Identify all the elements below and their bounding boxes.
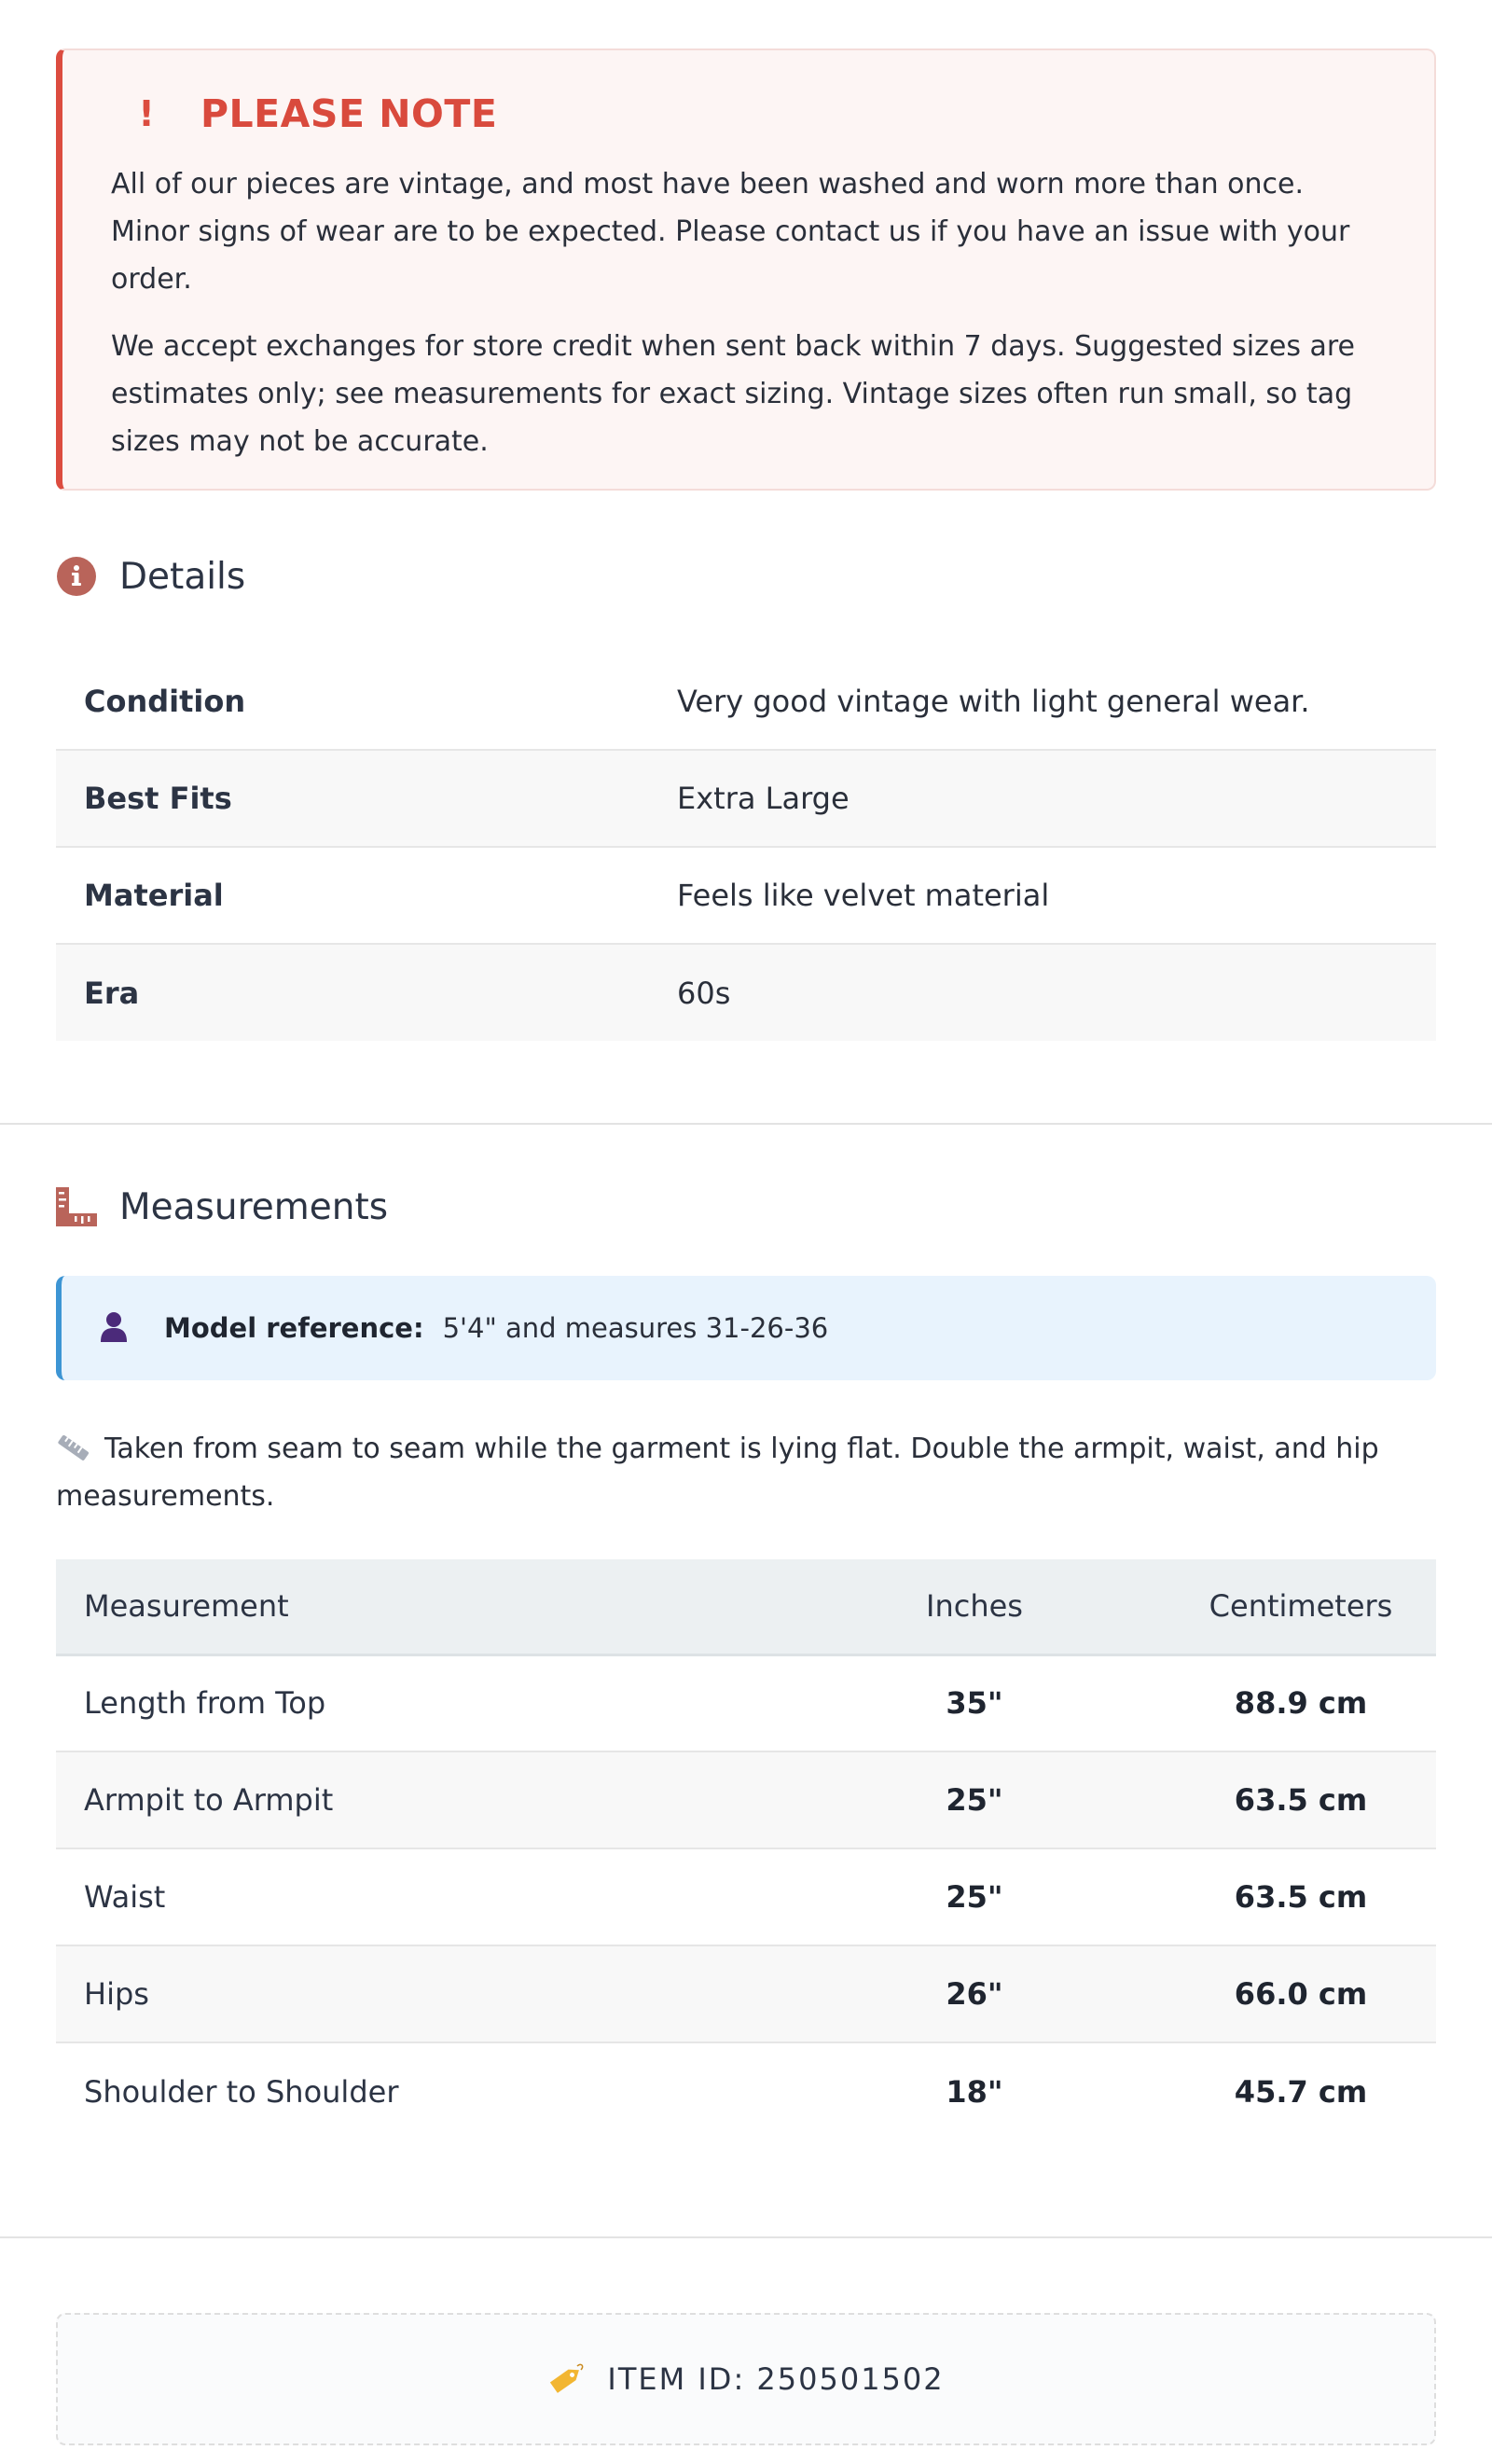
measurement-cm: 45.7 cm [1234,2073,1368,2110]
measurement-inches: 18" [946,2073,1003,2110]
measurement-inches: 26" [946,1976,1003,2012]
table-row [56,1654,1436,1751]
detail-label: Era [84,975,140,1011]
detail-value: Feels like velvet material [677,878,1050,913]
table-row [56,1848,1436,1945]
model-reference-text: 5'4" and measures 31-26-36 [442,1312,829,1344]
measurement-cm: 66.0 cm [1234,1976,1368,2012]
details-section [56,548,1436,1041]
detail-label: Condition [84,683,246,719]
table-header-row [56,1559,1436,1654]
tag-icon [547,2360,585,2398]
detail-label: Material [84,878,224,913]
detail-label: Best Fits [84,781,232,816]
details-header [56,548,1436,604]
person-icon [99,1310,132,1346]
note-header [111,88,1386,140]
measurement-name: Hips [84,1976,149,2012]
measurements-title: Measurements [119,1185,389,1228]
section-divider [0,2236,1492,2238]
measurement-name: Waist [84,1879,166,1915]
table-row [56,653,1436,750]
measurement-name: Length from Top [84,1685,326,1722]
table-row [56,847,1436,944]
ruler-icon [56,1186,97,1227]
model-reference-callout [56,1276,1436,1380]
model-reference-label: Model reference: [164,1312,424,1344]
measurements-header [56,1179,1436,1235]
measurement-cm: 63.5 cm [1234,1782,1368,1818]
measurement-name: Armpit to Armpit [84,1782,334,1818]
table-row [56,2042,1436,2139]
column-header-centimeters: Centimeters [1209,1588,1393,1625]
table-row [56,1945,1436,2042]
ruler-icon [56,1429,91,1457]
measurement-cm: 63.5 cm [1234,1879,1368,1915]
measurements-section [56,1125,1436,2139]
measurement-name: Shoulder to Shoulder [84,2073,399,2110]
measurement-cm: 88.9 cm [1234,1685,1368,1722]
table-row [56,944,1436,1041]
measurement-inches: 35" [946,1685,1003,1722]
detail-value: Extra Large [677,781,850,816]
table-row [56,1751,1436,1848]
measurement-instructions-text: Taken from seam to seam while the garment is lying flat. Double the armpit, waist, and hip measurements. [56,1433,1379,1513]
item-id-label: ITEM ID: 250501502 [607,2361,945,2397]
detail-value: Very good vintage with light general wear. [677,683,1310,719]
note-paragraph-2: We accept exchanges for store credit when sent back within 7 days. Suggested sizes are estimates only; see measurements for exact sizing. Vintage sizes often run small, so tag sizes may not be accurate. [111,330,1356,458]
item-id-box [56,2313,1436,2445]
please-note-box [56,48,1436,491]
measurements-table [56,1559,1436,2139]
note-paragraph-1: All of our pieces are vintage, and most have been washed and worn more than once. Minor signs of wear are to be expected. Please contact us if you have an issue with your order. [111,168,1350,296]
measurement-inches: 25" [946,1782,1003,1818]
column-header-inches: Inches [926,1588,1023,1625]
note-title: PLEASE NOTE [200,91,498,136]
details-table [56,653,1436,1041]
measurement-inches: 25" [946,1879,1003,1915]
info-icon [56,556,97,597]
details-title: Details [119,555,246,598]
column-header-measurement: Measurement [84,1588,289,1625]
detail-value: 60s [677,975,731,1011]
table-row [56,750,1436,847]
exclamation-icon: ! [138,93,155,134]
measurement-instructions [56,1425,1436,1520]
